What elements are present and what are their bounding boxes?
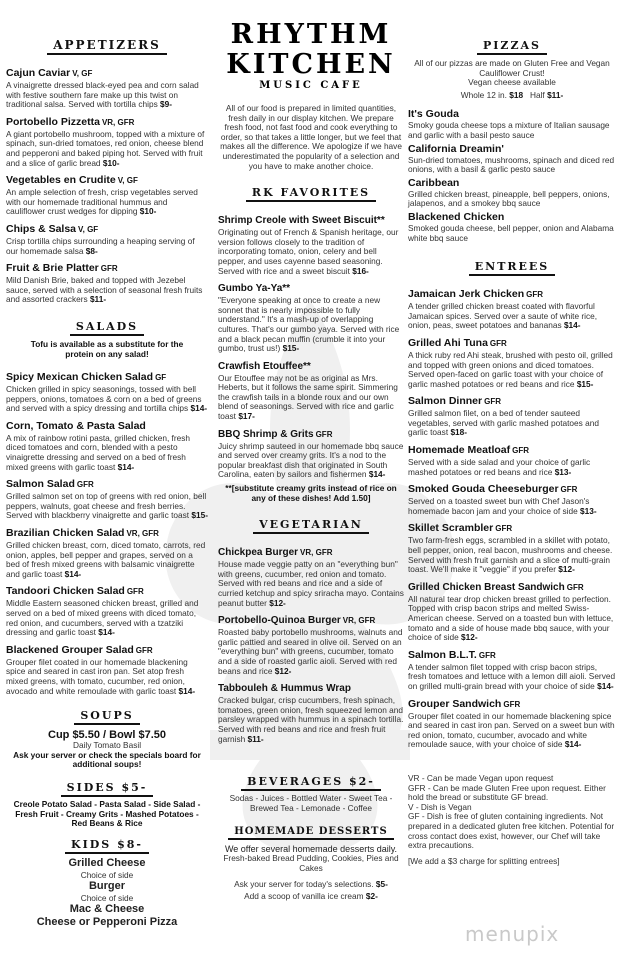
menu-item (6, 474, 208, 521)
item-desc: Cracked bulgar, crisp cucumbers, fresh spinach, tomatoes, green onion, fresh squeezed lemon and parsley wrapped with hummus in a spinach tortilla. Served with red beans and rice and fresh fruit garnish (218, 695, 404, 744)
item-tag: GFR (526, 290, 544, 300)
item-desc: A tender salmon filet topped with crisp bacon strips, fresh tomatoes and lettuce with a lemon dill aioli. Served on grilled multi-grain bread with your choice of side (408, 661, 616, 691)
item-name: Chips & Salsa (6, 222, 77, 235)
item-name: Corn, Tomato & Pasta Salad (6, 419, 146, 432)
item-name: Grilled Ahi Tuna (408, 336, 488, 349)
menu-item (408, 284, 616, 331)
menu-item (408, 440, 616, 477)
salads-heading: SALADS (70, 320, 144, 336)
menu-item (218, 678, 404, 744)
pizza-whole-label: Whole 12 in. (460, 89, 507, 100)
item-price: $9- (160, 99, 173, 110)
item-tag: V, GF (78, 224, 99, 234)
pizza-half-label: Half (529, 89, 545, 100)
menu-item (218, 424, 404, 480)
menu-item (6, 581, 208, 637)
appetizers-list (6, 63, 208, 305)
favorites-heading: RK FAVORITES (246, 186, 376, 202)
item-name: Salmon Dinner (408, 395, 483, 408)
pizzas-list (408, 108, 616, 243)
item-price: $14- (190, 403, 208, 414)
item-desc: Grouper filet coated in our homemade blackening spice and seared in cast iron pan. Set atop fresh mixed greens, with tomato, cucumber, red onion, avocado and white remoulade with garlic toast (6, 656, 188, 696)
menu-item (6, 416, 208, 472)
menu-item (408, 518, 616, 574)
item-price: $14- (597, 680, 614, 691)
item-desc: Our Etouffee may not be as original as Mrs. Heberts, but it follows the same spirit. Simmering the crawfish tails in a blonde roux and our own blend of seasonings. Served with rice and garlic toast (218, 372, 398, 422)
salads-note: Tofu is available as a substitute for the protein on any salad! (30, 338, 184, 359)
item-tag: GFR (100, 264, 118, 274)
pizzas-intro: All of our pizzas are made on Gluten Free and Vegan Cauliflower Crust! (414, 58, 610, 78)
item-tag: V, GF (117, 176, 138, 186)
entrees-list (408, 284, 616, 750)
middle-column (218, 0, 404, 902)
item-tag: GFR (512, 446, 529, 456)
item-desc: Originating out of French & Spanish heritage, our version follows closely to the tradition of incorporating tomato, onion, celery and bell pepper, and uses cayenne based seasoning. Served with rice and a sweet biscuit (218, 227, 399, 276)
item-tag: GFR (76, 480, 94, 490)
item-tag: VR, GFR (101, 117, 135, 127)
desserts-line-3: Ask your server for today's selections. (234, 878, 374, 889)
soups-heading: SOUPS (74, 709, 139, 725)
pizzas-heading: PIZZAS (477, 39, 547, 55)
item-desc: Grilled chicken breast, pineapple, bell peppers, onions, jalapenos, and a smokey bbq sauce (408, 188, 610, 209)
pizzas-vegan-note: Vegan cheese available (468, 77, 556, 88)
item-desc: House made veggie patty on an "everything bun" with greens, cucumber, red onion and tomato. Served with red beans and rice and a side of curried ketchup and spicy sriracha mayo. Contains peanut butter (218, 559, 404, 608)
kid-item-sub: Choice of side (80, 892, 134, 903)
item-tag: VR, GFR (300, 548, 333, 558)
item-desc: Grilled salmon set on top of greens with red onion, bell peppers, walnuts, goat cheese and fresh berries. Served with blackberry vinaigrette and garlic toast (6, 491, 207, 521)
menu-item (408, 479, 616, 516)
menu-item (6, 63, 208, 110)
item-price: $12- (274, 665, 292, 676)
item-tag: VR, GFR (342, 616, 376, 626)
menu-item (218, 542, 404, 608)
item-name: Blackened Chicken (408, 210, 505, 223)
entrees-heading: ENTREES (469, 260, 555, 276)
item-tag: GFR (135, 645, 153, 655)
menu-item (6, 219, 208, 256)
item-desc: All natural tear drop chicken breast grilled to perfection. Topped with crisp bacon strips and melted Swiss-American cheese. Served on a toasted bun with lettuce, tomato and a side of house made bbq sauce, with your choice of side (408, 593, 614, 643)
menu-item (408, 645, 616, 692)
menu-item (408, 177, 616, 209)
menu-item (6, 112, 208, 168)
favorites-note: **[substitute creamy grits instead of rice on any of these dishes! Add 1.50] (225, 483, 397, 503)
item-price: $13- (580, 505, 597, 516)
item-price: $15- (191, 510, 209, 521)
item-price: $10- (102, 157, 120, 168)
sides-list: Creole Potato Salad - Pasta Salad - Side Salad - Fresh Fruit - Creamy Grits - Mashed Potatoes - Red Beans & Rice (13, 798, 201, 829)
ice-cream-price: $2- (365, 891, 378, 902)
item-name: Portobello-Quinoa Burger (218, 615, 341, 627)
item-price: $15- (576, 378, 594, 389)
vegetarian-heading: VEGETARIAN (253, 518, 369, 534)
menu-item (408, 108, 616, 140)
item-price: $14- (178, 685, 196, 696)
item-name: Portobello Pizzetta (6, 115, 100, 128)
item-desc: A vinaigrette dressed black-eyed pea and corn salad with festive southern fare make up this twist on traditional salsa. Served with tortilla chips (6, 80, 199, 110)
item-price: $14- (117, 461, 135, 472)
intro-text: All of our food is prepared in limited quantities, fresh daily in our display kitchen. We prepare fresh food, not fast food and cook everything to order, so that takes a little longer, but we feel that makes all the difference. We apologize if we have underestimated the popularity of a selection and you have to make another choice. (220, 103, 402, 171)
item-desc: Juicy shrimp sauteed in our homemade bbq sauce and served over creamy grits. It's a nod to the popular breakfast dish that originated in South Carolina, eaten by sailors and fishermen (218, 440, 404, 480)
item-price: $11- (247, 733, 264, 744)
favorites-list (218, 210, 404, 480)
item-name: Gumbo Ya-Ya** (218, 283, 291, 295)
menu-item (218, 210, 404, 276)
menu-item (408, 143, 616, 175)
menu-item (6, 523, 208, 579)
item-name: Spicy Mexican Chicken Salad (6, 371, 154, 384)
item-name: Grilled Chicken Breast Sandwich (408, 581, 565, 593)
legend-gfr: GFR - Can be made Gluten Free upon request. Either hold the bread or substitute GF bread. (408, 782, 606, 803)
item-price: $12- (558, 564, 575, 575)
item-name: Blackened Grouper Salad (6, 643, 134, 656)
item-desc: Crisp tortilla chips surrounding a heaping serving of our homemade salsa (6, 235, 195, 256)
menu-item (218, 610, 404, 676)
pizza-half-price: $11- (547, 89, 564, 100)
item-desc: An ample selection of fresh, crisp vegetables served with our homemade traditional hummus and cauliflower crust wedges for dipping (6, 187, 198, 217)
sides-heading: SIDES $5- (61, 781, 154, 797)
item-desc: Smoky gouda cheese tops a mixture of Italian sausage and garlic with a basil pesto sauce (408, 120, 610, 140)
item-tag: GFR (566, 582, 584, 592)
pizza-whole-price: $18 (509, 89, 524, 100)
kid-item-name: Burger (88, 879, 126, 892)
menu-item (6, 367, 208, 414)
menu-item (408, 333, 616, 389)
item-tag: GFR (484, 397, 501, 407)
item-price: $8- (85, 245, 98, 256)
item-name: Tandoori Chicken Salad (6, 585, 125, 598)
item-price: $12- (269, 597, 286, 608)
salads-list (6, 367, 208, 696)
kid-item-sub: Choice of side (80, 869, 134, 880)
item-price: $11- (89, 294, 107, 305)
item-tag: GFR (126, 587, 144, 597)
item-desc: Served on a toasted sweet bun with Chef Jason's homemade bacon jam and your choice of side (408, 496, 590, 516)
item-desc: Chicken grilled in spicy seasonings, tossed with bell peppers, onions, tomatoes & corn on a bed of greens and served with a spicy dressing and tortilla chips (6, 384, 202, 414)
item-name: Tabbouleh & Hummus Wrap (218, 683, 351, 695)
menu-item (408, 211, 616, 243)
menu-item (408, 391, 616, 438)
item-name: Salmon Salad (6, 478, 75, 491)
legend-split: [We add a $3 charge for splitting entrees] (408, 855, 560, 866)
item-tag: VR, GFR (126, 529, 159, 539)
item-price: $15- (282, 343, 300, 354)
vegetarian-list (218, 542, 404, 744)
restaurant-logo (218, 20, 404, 92)
item-tag: V, GF (72, 69, 93, 78)
item-desc: A giant portobello mushroom, topped with a mixture of spinach, sun-dried tomatoes, red onion, cheese blend and pepperoni and baked piping hot. Served with fruit and a slice of garlic bread (6, 128, 205, 168)
soup-note: Ask your server or check the specials board for additional soups! (13, 749, 201, 770)
menu-item (218, 356, 404, 422)
item-price: $14- (368, 469, 386, 480)
item-name: Jamaican Jerk Chicken (408, 288, 525, 301)
item-price: $14- (98, 627, 115, 638)
item-desc: Two farm-fresh eggs, scrambled in a skillet with potato, bell pepper, onion, real bacon, mushrooms and cheese. Served with fresh fruit garnish and a slice of multi-grain toast. We'll make it "veggie" if you prefer (408, 535, 613, 575)
item-price: $16- (352, 265, 369, 276)
item-name: Smoked Gouda Cheeseburger (408, 483, 559, 496)
item-name: Cajun Caviar (6, 67, 71, 79)
legend-vr: VR - Can be made Vegan upon request (408, 772, 554, 783)
item-name: Fruit & Brie Platter (6, 262, 99, 275)
menu-item (6, 170, 208, 217)
desserts-heading: HOMEMADE DESSERTS (228, 826, 393, 840)
kid-item-name: Cheese or Pepperoni Pizza (36, 915, 178, 928)
item-name: Skillet Scrambler (408, 522, 494, 535)
item-desc: Grouper filet coated in our homemade blackening spice and seared in cast iron pan. Served on a sweet bun with red onion, tomato, cucumber, avocado and white remoulade sauce, with your choice of side (408, 710, 615, 750)
soup-price: Cup $5.50 / Bowl $7.50 (48, 729, 166, 742)
desserts-line-2: Fresh-baked Bread Pudding, Cookies, Pies and Cakes (223, 853, 399, 873)
item-desc: Sun-dried tomatoes, mushrooms, spinach and diced red onions, with a basil & garlic pesto sauce (408, 154, 615, 175)
item-tag: GFR (478, 650, 496, 660)
item-tag: GFR (503, 699, 521, 709)
desserts-line-1: We offer several homemade desserts daily. (224, 844, 398, 855)
menu-item (6, 640, 208, 696)
item-desc: Served with a side salad and your choice of garlic mashed potatoes or red beans and rice (408, 457, 591, 477)
logo-line-3: MUSIC CAFE (259, 80, 363, 91)
item-price: $12- (461, 632, 478, 643)
item-name: Shrimp Creole with Sweet Biscuit** (218, 215, 385, 227)
item-desc: Grilled chicken breast, corn, diced tomato, carrots, red onion, apples, bell pepper and grapes, served on a bed of fresh mixed greens with balsamic vinaigrette and garlic toast (6, 540, 206, 579)
item-price: $14- (564, 739, 582, 750)
menu-item (218, 278, 404, 354)
item-price: $17- (238, 411, 255, 422)
beverages-heading: BEVERAGES $2- (241, 775, 381, 791)
item-name: Chickpea Burger (218, 547, 299, 559)
item-desc: "Everyone speaking at once to create a new sonnet that is nearly impossible to fully understand." It's a mash-up of overlapping cultures. That's our gumbo yaya. Served with rice and a black pecan muffin (crumble it into your gumbo, trust us!) (218, 295, 400, 354)
item-desc: A mix of rainbow rotini pasta, grilled chicken, fresh diced tomatoes and corn, blended with a pesto vinaigrette dressing and served on a bed of fresh mixed greens with garlic toast (6, 432, 190, 472)
item-price: $18- (450, 427, 468, 438)
item-name: Salmon B.L.T. (408, 648, 477, 661)
item-tag: GFR (315, 429, 333, 439)
item-desc: A thick ruby red Ahi steak, brushed with pesto oil, grilled and topped with green onions and diced tomatoes. Served open-faced on garlic toast with your choice of garlic mashed potatoes or red beans and rice (408, 349, 613, 389)
kids-list (6, 857, 208, 929)
kid-item-name: Mac & Cheese (69, 902, 145, 915)
item-tag: GFR (489, 338, 507, 348)
item-tag: GFR (560, 485, 578, 495)
item-tag: GF (155, 373, 167, 383)
item-name: Caribbean (408, 176, 460, 189)
item-name: Homemade Meatloaf (408, 444, 511, 457)
item-desc: A tender grilled chicken breast coated with flavorful Jamaican spices. Served over a saute of white rice, onion, peas, sweet potatoes and bananas (408, 301, 598, 331)
logo-line-2: KITCHEN (226, 49, 396, 80)
item-desc: Grilled salmon filet, on a bed of tender sauteed vegetables, served with garlic mashed potatoes and garlic toast (408, 408, 599, 438)
item-name: Crawfish Etouffee** (218, 360, 311, 372)
right-column (408, 0, 616, 866)
kids-heading: KIDS $8- (65, 838, 149, 854)
menu-item (408, 577, 616, 643)
item-name: California Dreamin' (408, 142, 504, 155)
item-desc: Roasted baby portobello mushrooms, walnuts and garlic pattied and seared in olive oil. Served on an "everything bun" with greens, cucumber, tomato and a side of roasted garlic aioli. Served with red beans and rice (218, 627, 403, 676)
item-price: $14- (563, 320, 581, 331)
logo-line-1: RHYTHM (230, 19, 392, 50)
item-price: $10- (139, 206, 157, 217)
item-price: $14- (64, 568, 82, 579)
item-tag: GFR (495, 524, 513, 534)
menupix-watermark: menupix (465, 922, 560, 946)
left-column (6, 0, 208, 929)
item-name: Brazilian Chicken Salad (6, 527, 125, 540)
soup-sub: Daily Tomato Basil (72, 740, 142, 751)
item-desc: Middle Eastern seasoned chicken breast, grilled and served on a bed of mixed greens with diced tomato, red onion, and cucumbers, served with a tzatziki dressing and garlic toast (6, 598, 199, 638)
desserts-line-4: Add a scoop of vanilla ice cream (244, 891, 364, 902)
item-desc: Smoked gouda cheese, bell pepper, onion and Alabama white bbq sauce (408, 222, 614, 243)
kid-item-name: Grilled Cheese (68, 856, 146, 869)
menu-item (408, 694, 616, 750)
item-price: $13- (554, 466, 572, 477)
item-name: It's Gouda (408, 108, 459, 121)
beverages-list: Sodas - Juices - Bottled Water - Sweet Tea - Brewed Tea - Lemonade - Coffee (229, 793, 393, 813)
legend-gf: GF - Dish is free of gluten containing ingredients. Not prepared in a dedicated gluten free kitchen. Potential for cross contact does exist, however, our Chef will take extra precautions. (408, 811, 615, 851)
legend-v: V - Dish is Vegan (408, 801, 472, 812)
item-name: Grouper Sandwich (408, 697, 502, 710)
appetizers-heading: APPETIZERS (47, 38, 167, 55)
desserts-price: $5- (375, 878, 388, 889)
item-desc: Mild Danish Brie, baked and topped with Jezebel sauce, served with a selection of seasonal fresh fruits and assorted crackers (6, 275, 203, 305)
dietary-legend (408, 774, 616, 866)
menu-item (6, 258, 208, 305)
item-name: Vegetables en Crudite (6, 174, 116, 187)
item-name: BBQ Shrimp & Grits (218, 428, 314, 440)
